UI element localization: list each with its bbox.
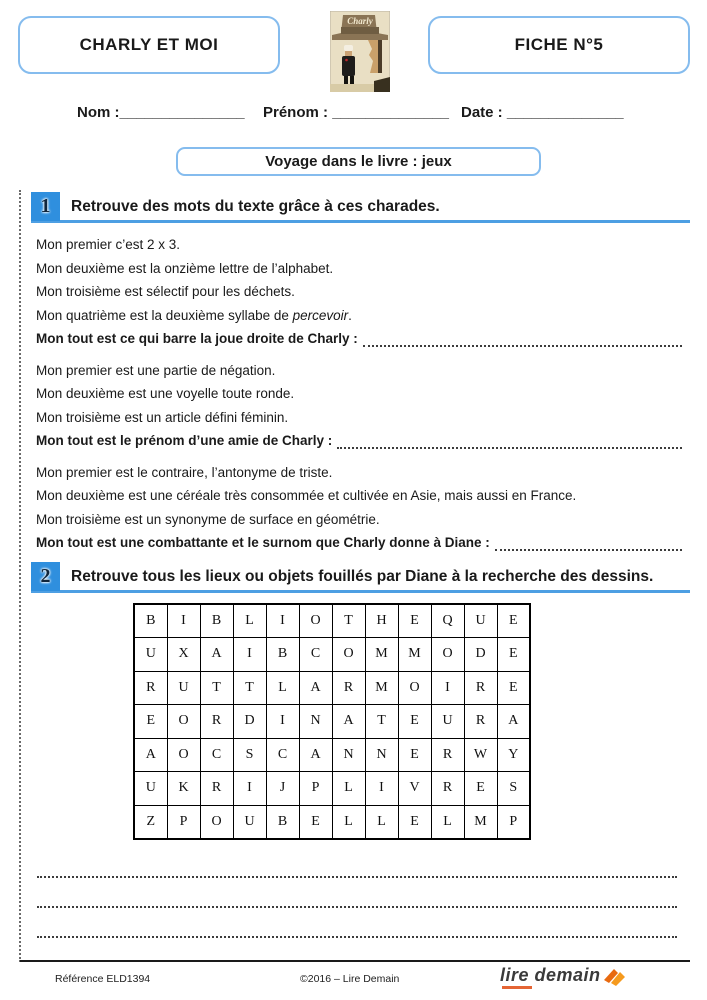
grid-cell: I [431,671,464,705]
grid-row [134,604,530,638]
exercise1-number-badge: 1 [31,192,60,221]
worksheet-subtitle: Voyage dans le livre : jeux [265,153,452,170]
grid-cell: E [299,805,332,839]
book-title-label: CHARLY ET MOI [79,35,219,54]
charade-group-2 [36,359,684,453]
name-field [77,104,245,121]
charade1-answer-label: Mon tout est ce qui barre la joue droite de Charly : [36,331,358,346]
grid-cell: P [299,772,332,806]
date-field [461,104,624,121]
charade1-clue2: Mon deuxième est la onzième lettre de l’alphabet. [36,260,334,276]
answer-dotted-line-1 [37,876,677,878]
firstname-field [263,104,449,121]
grid-cell: L [332,805,365,839]
grid-cell: A [332,705,365,739]
charade3-answer-label: Mon tout est une combattante et le surnom que Charly donne à Diane : [36,535,490,550]
grid-cell: I [233,638,266,672]
grid-cell: C [266,738,299,772]
charade2-clue1: Mon premier est une partie de négation. [36,362,276,378]
grid-cell: I [167,604,200,638]
grid-cell: D [233,705,266,739]
grid-cell: E [134,705,167,739]
charade1-clue4-suffix: . [348,307,352,323]
grid-cell: R [464,671,497,705]
exercise1-title: Retrouve des mots du texte grâce à ces charades. [71,197,440,215]
grid-cell: R [200,705,233,739]
grid-cell: R [134,671,167,705]
firstname-label: Prénom : [263,104,333,121]
fiche-number-label: FICHE N°5 [514,35,604,54]
charade2-answer-dotted-line [337,447,682,449]
grid-cell: L [233,604,266,638]
word-search-grid-table [133,603,531,840]
grid-cell: Z [134,805,167,839]
grid-cell: O [200,805,233,839]
grid-cell: O [299,604,332,638]
charade3-clue1: Mon premier est le contraire, l’antonyme de triste. [36,464,333,480]
book-cover-title: Charly [347,16,373,26]
exercise2-number-badge: 2 [31,562,60,591]
grid-cell: Y [497,738,530,772]
grid-cell: X [167,638,200,672]
grid-cell: U [233,805,266,839]
grid-cell: I [266,604,299,638]
grid-row [134,772,530,806]
grid-row [134,705,530,739]
charade1-clue4-prefix: Mon quatrième est la deuxième syllabe de [36,307,293,323]
grid-cell: M [365,671,398,705]
grid-cell: L [431,805,464,839]
grid-cell: C [299,638,332,672]
cut-dotted-line [19,190,21,962]
fiche-number-box [428,16,690,74]
publisher-logo-subtext-bar [502,986,532,989]
grid-cell: R [431,772,464,806]
grid-cell: P [497,805,530,839]
publisher-logo-text: lire demain [500,965,601,985]
grid-cell: I [233,772,266,806]
date-label: Date : [461,104,507,121]
grid-cell: U [134,638,167,672]
grid-cell: O [398,671,431,705]
grid-row [134,738,530,772]
grid-cell: L [266,671,299,705]
grid-row [134,805,530,839]
date-blank-line: ______________ [506,104,624,121]
grid-cell: B [266,805,299,839]
word-search-grid-body [134,604,530,839]
grid-cell: O [167,738,200,772]
charade3-clue2: Mon deuxième est une céréale très consommée et cultivée en Asie, mais aussi en France. [36,488,577,503]
footer-rule [20,960,690,962]
worksheet-subtitle-box [176,147,541,176]
grid-cell: E [497,604,530,638]
grid-cell: E [464,772,497,806]
grid-cell: R [464,705,497,739]
grid-cell: N [332,738,365,772]
exercise2-header [31,563,690,593]
grid-cell: D [464,638,497,672]
book-cover-image [330,11,390,92]
name-blank-line: _______________ [119,104,245,121]
charade1-clue4 [36,304,684,328]
grid-cell: W [464,738,497,772]
footer-copyright: ©2016 – Lire Demain [300,973,400,985]
grid-cell: O [431,638,464,672]
grid-cell: O [332,638,365,672]
grid-cell: N [365,738,398,772]
grid-cell: O [167,705,200,739]
grid-cell: E [398,604,431,638]
grid-cell: T [332,604,365,638]
grid-cell: T [365,705,398,739]
word-search-grid [133,603,531,840]
grid-cell: E [497,671,530,705]
grid-cell: M [365,638,398,672]
grid-cell: Q [431,604,464,638]
book-cover-illustration [330,11,390,92]
grid-cell: R [431,738,464,772]
exercise1-header [31,193,690,223]
grid-cell: I [365,772,398,806]
exercise2-title: Retrouve tous les lieux ou objets fouillés par Diane à la recherche des dessins. [71,567,654,585]
publisher-logo [500,965,627,987]
charade-group-1 [36,233,684,351]
charade2-clue2: Mon deuxième est une voyelle toute ronde. [36,386,295,401]
grid-cell: H [365,604,398,638]
grid-cell: S [497,772,530,806]
grid-cell: A [299,671,332,705]
charade1-clue3: Mon troisième est sélectif pour les déchets. [36,284,295,299]
grid-cell: E [398,738,431,772]
answer-dotted-line-2 [37,906,677,908]
grid-cell: R [332,671,365,705]
grid-cell: T [200,671,233,705]
grid-cell: L [332,772,365,806]
grid-cell: A [200,638,233,672]
grid-cell: A [497,705,530,739]
charade1-clue4-italic-word: percevoir [292,307,349,323]
charade1-answer-row [36,327,684,351]
grid-cell: J [266,772,299,806]
grid-cell: A [299,738,332,772]
grid-cell: S [233,738,266,772]
grid-cell: E [497,638,530,672]
grid-cell: L [365,805,398,839]
grid-cell: A [134,738,167,772]
publisher-logo-book-icon [603,967,627,987]
grid-cell: U [431,705,464,739]
charade3-answer-dotted-line [495,549,682,551]
grid-cell: U [167,671,200,705]
charade-group-3 [36,461,684,555]
grid-cell: M [464,805,497,839]
grid-cell: C [200,738,233,772]
grid-cell: M [398,638,431,672]
grid-cell: U [134,772,167,806]
charade3-clue3: Mon troisième est un synonyme de surface en géométrie. [36,511,380,527]
footer-reference: Référence ELD1394 [55,973,151,985]
grid-cell: U [464,604,497,638]
grid-cell: T [233,671,266,705]
grid-cell: B [200,604,233,638]
grid-cell: R [200,772,233,806]
identity-row [0,104,707,128]
grid-cell: E [398,805,431,839]
book-title-box [18,16,280,74]
grid-cell: B [266,638,299,672]
grid-row [134,638,530,672]
grid-cell: K [167,772,200,806]
grid-cell: P [167,805,200,839]
charade2-clue3: Mon troisième est un article défini féminin. [36,409,289,425]
charade3-answer-row [36,531,684,555]
firstname-blank-line: ______________ [332,104,449,121]
grid-row [134,671,530,705]
grid-cell: I [266,705,299,739]
answer-dotted-line-3 [37,936,677,938]
name-label: Nom : [77,104,120,121]
charades-block [36,233,684,563]
grid-cell: V [398,772,431,806]
grid-cell: B [134,604,167,638]
charade1-clue1: Mon premier c’est 2 x 3. [36,237,181,252]
charade2-answer-label: Mon tout est le prénom d’une amie de Charly : [36,433,333,448]
charade1-answer-dotted-line [363,345,682,347]
grid-cell: E [398,705,431,739]
charade2-answer-row [36,429,684,453]
grid-cell: N [299,705,332,739]
